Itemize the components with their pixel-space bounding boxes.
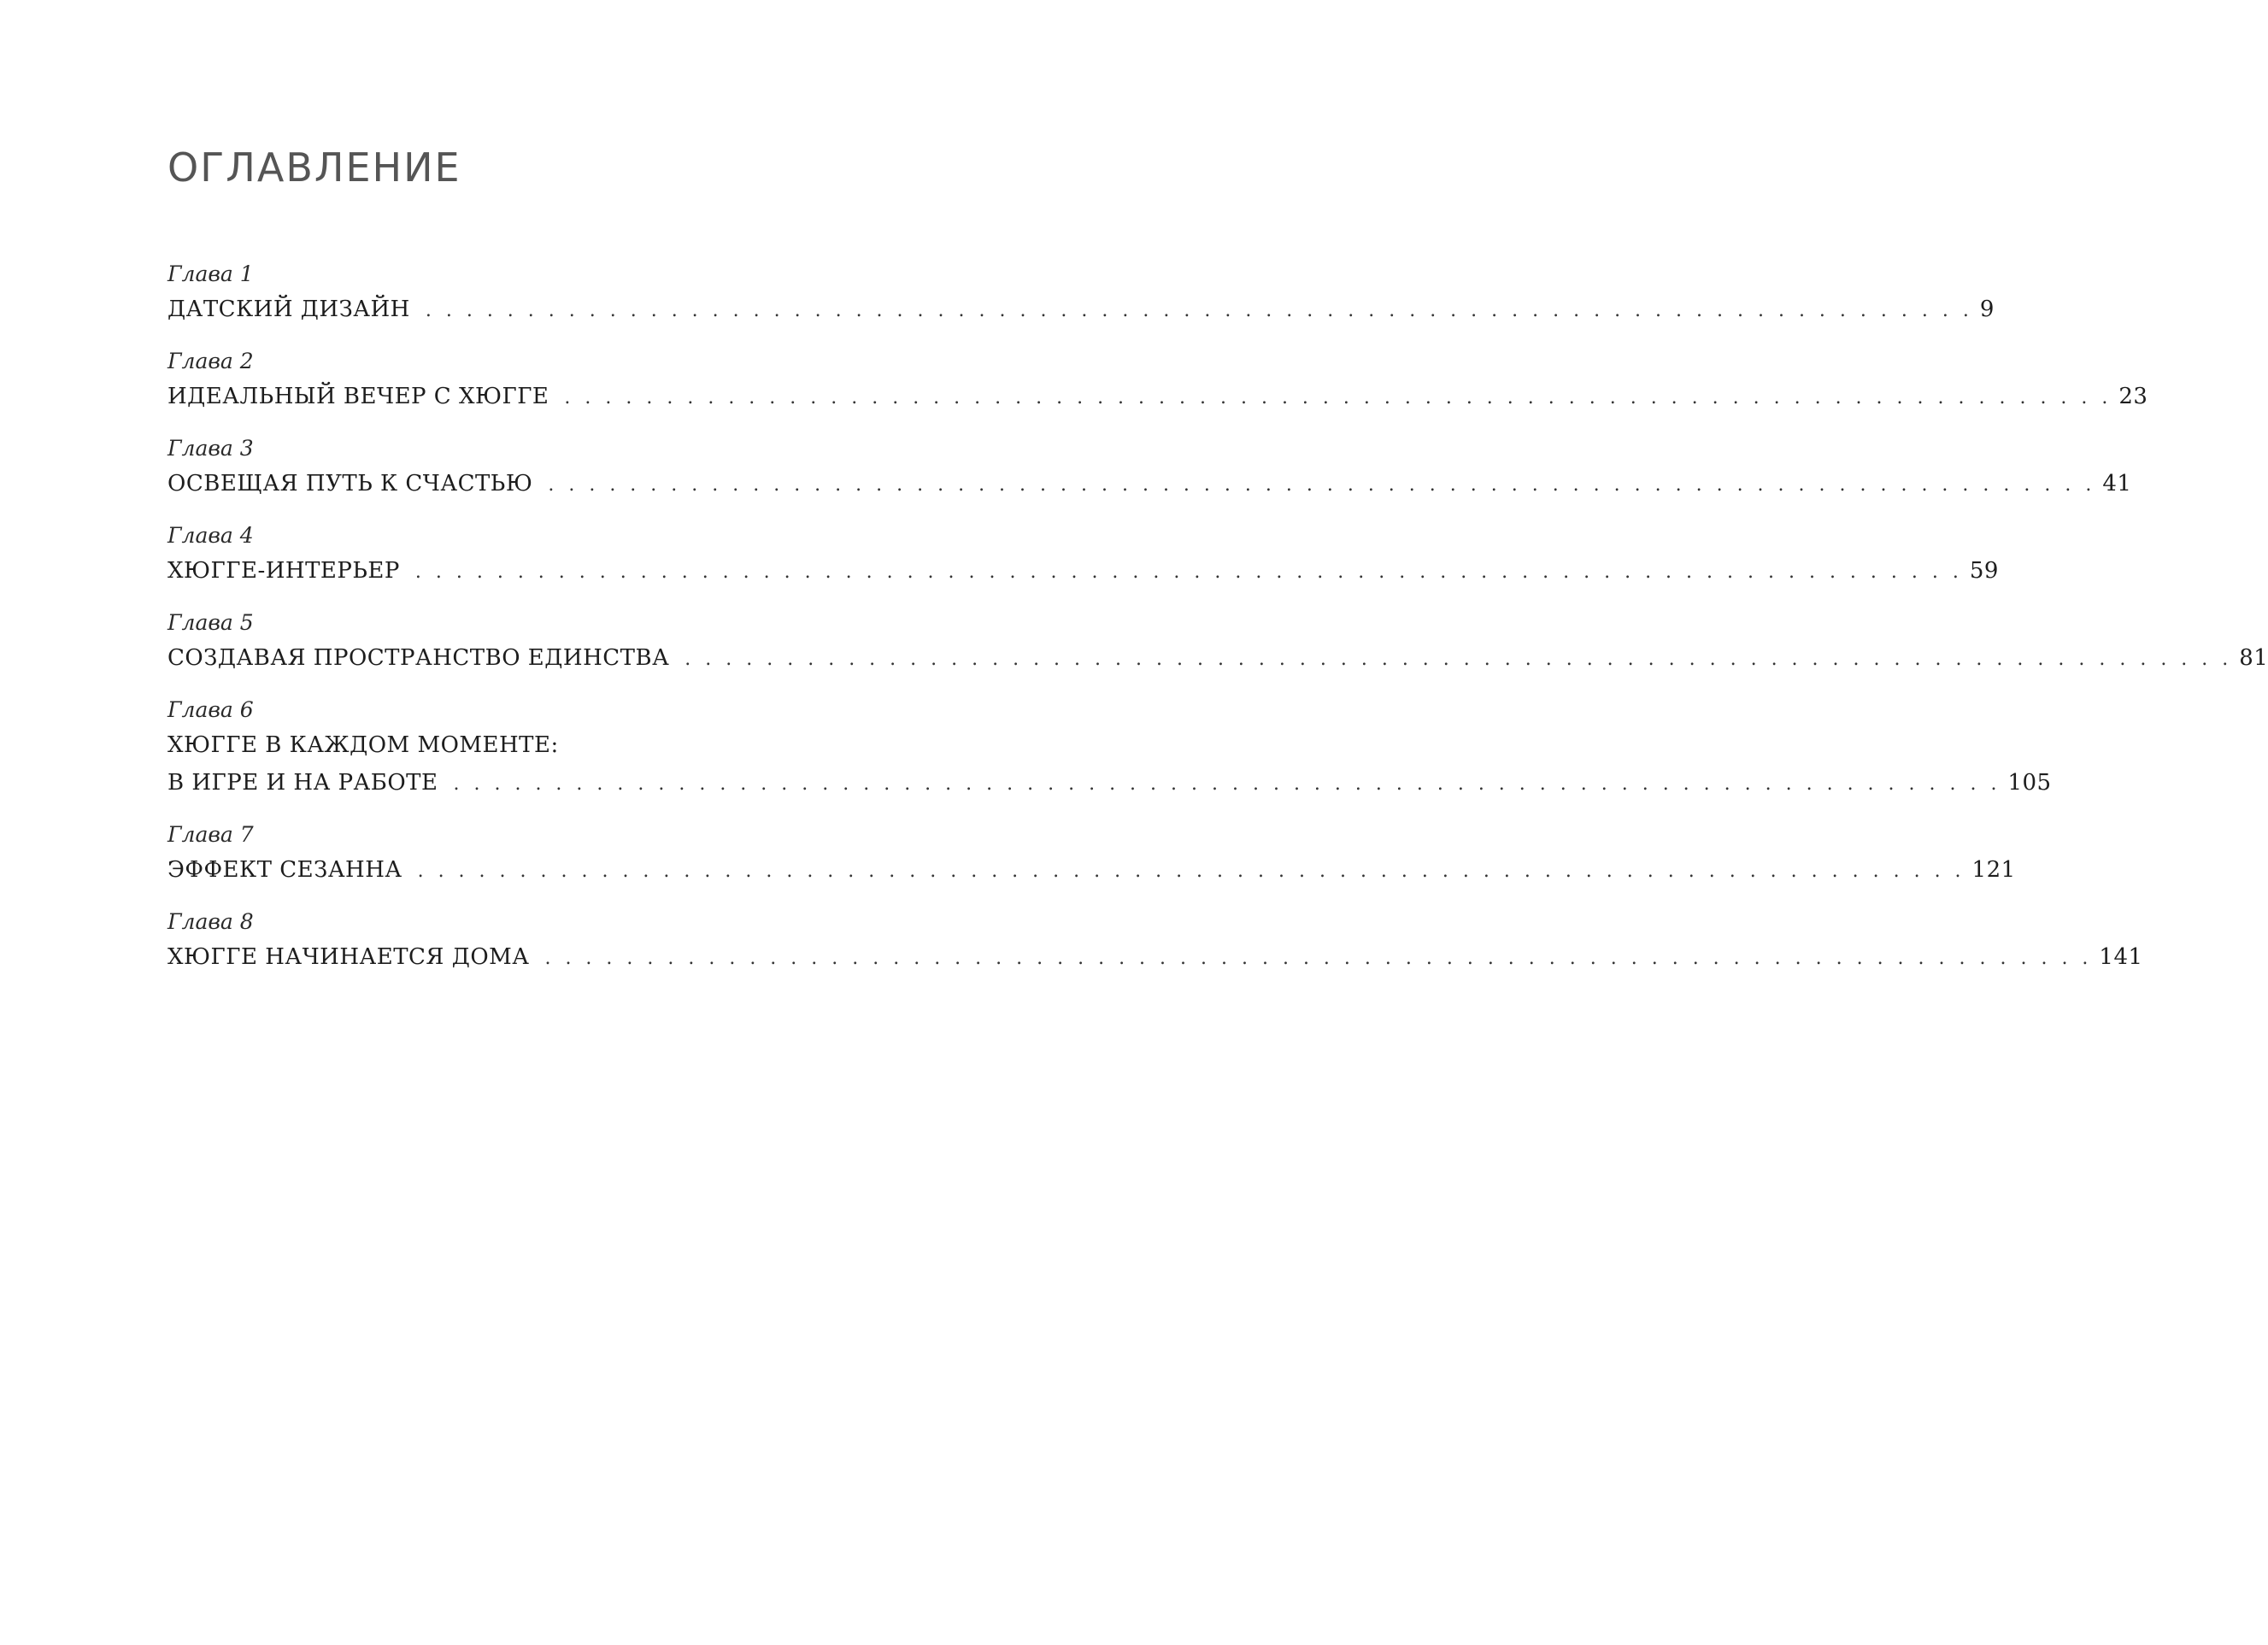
toc-entry[interactable] <box>167 819 2016 890</box>
page-number: 9 <box>1979 297 1995 322</box>
dot-leader: . . . . . . . . . . . . . . . . . . . . . . . . . . . . . . . . . . . . . . . . . . . . . . . . . . . . . . . . . . . . . . . . . . . . . . . . . . . . <box>548 474 2096 496</box>
toc-line <box>167 465 2132 504</box>
dot-leader: . . . . . . . . . . . . . . . . . . . . . . . . . . . . . . . . . . . . . . . . . . . . . . . . . . . . . . . . . . . . . . . . . . . . . . . . . . . . <box>564 387 2112 408</box>
chapter-label: Глава 7 <box>167 822 254 847</box>
page-number: 41 <box>2102 471 2132 496</box>
toc-entry[interactable] <box>167 520 1999 591</box>
dot-leader: . . . . . . . . . . . . . . . . . . . . . . . . . . . . . . . . . . . . . . . . . . . . . . . . . . . . . . . . . . . . . . . . . . . . . . . . . . . . <box>453 773 2001 795</box>
chapter-label: Глава 5 <box>167 610 254 635</box>
chapter-label: Глава 1 <box>167 261 254 286</box>
toc-line <box>167 378 2148 417</box>
chapter-label: Глава 4 <box>167 523 254 548</box>
chapter-label: Глава 8 <box>167 909 254 934</box>
toc-line <box>167 291 1995 330</box>
toc-line <box>167 938 2143 978</box>
page-number: 105 <box>2007 770 2052 796</box>
chapter-title: ХЮГГЕ НАЧИНАЕТСЯ ДОМА <box>167 944 530 970</box>
chapter-title: ДАТСКИЙ ДИЗАЙН <box>167 297 410 322</box>
toc-entry[interactable] <box>167 345 2148 417</box>
dot-leader: . . . . . . . . . . . . . . . . . . . . . . . . . . . . . . . . . . . . . . . . . . . . . . . . . . . . . . . . . . . . . . . . . . . . . . . . . . . . <box>417 861 1965 882</box>
chapter-title: СОЗДАВАЯ ПРОСТРАНСТВО ЕДИНСТВА <box>167 645 670 671</box>
toc-line <box>167 552 1999 591</box>
page-number: 23 <box>2118 384 2148 409</box>
page-number: 121 <box>1971 857 2016 883</box>
toc-line <box>167 639 2268 679</box>
toc-entry[interactable] <box>167 258 1995 330</box>
toc-entry[interactable] <box>167 432 2132 504</box>
page-number: 81 <box>2239 645 2268 671</box>
table-of-contents <box>167 258 2268 993</box>
toc-entry[interactable] <box>167 906 2143 978</box>
dot-leader: . . . . . . . . . . . . . . . . . . . . . . . . . . . . . . . . . . . . . . . . . . . . . . . . . . . . . . . . . . . . . . . . . . . . . . . . . . . . <box>414 561 1963 583</box>
chapter-title-line-1: ХЮГГЕ В КАЖДОМ МОМЕНТЕ: <box>167 732 559 758</box>
chapter-label: Глава 6 <box>167 697 254 722</box>
toc-entry[interactable] <box>167 694 2052 803</box>
page-number: 141 <box>2099 944 2143 970</box>
toc-line <box>167 851 2016 890</box>
chapter-title: ОСВЕЩАЯ ПУТЬ К СЧАСТЬЮ <box>167 471 533 496</box>
chapter-label: Глава 3 <box>167 436 254 461</box>
chapter-label: Глава 2 <box>167 349 254 373</box>
dot-leader: . . . . . . . . . . . . . . . . . . . . . . . . . . . . . . . . . . . . . . . . . . . . . . . . . . . . . . . . . . . . . . . . . . . . . . . . . . . . <box>685 649 2233 670</box>
toc-line <box>167 764 2052 803</box>
chapter-title: ИДЕАЛЬНЫЙ ВЕЧЕР С ХЮГГЕ <box>167 384 549 409</box>
page-number: 59 <box>1969 558 1999 584</box>
toc-entry[interactable] <box>167 607 2268 679</box>
dot-leader: . . . . . . . . . . . . . . . . . . . . . . . . . . . . . . . . . . . . . . . . . . . . . . . . . . . . . . . . . . . . . . . . . . . . . . . . . . . . <box>544 948 2093 969</box>
chapter-title: ЭФФЕКТ СЕЗАННА <box>167 857 402 883</box>
dot-leader: . . . . . . . . . . . . . . . . . . . . . . . . . . . . . . . . . . . . . . . . . . . . . . . . . . . . . . . . . . . . . . . . . . . . . . . . . . . . <box>425 300 1973 321</box>
chapter-title: ХЮГГЕ-ИНТЕРЬЕР <box>167 558 400 584</box>
chapter-title: В ИГРЕ И НА РАБОТЕ <box>167 770 438 796</box>
page-title: ОГЛАВЛЕНИЕ <box>167 144 461 191</box>
